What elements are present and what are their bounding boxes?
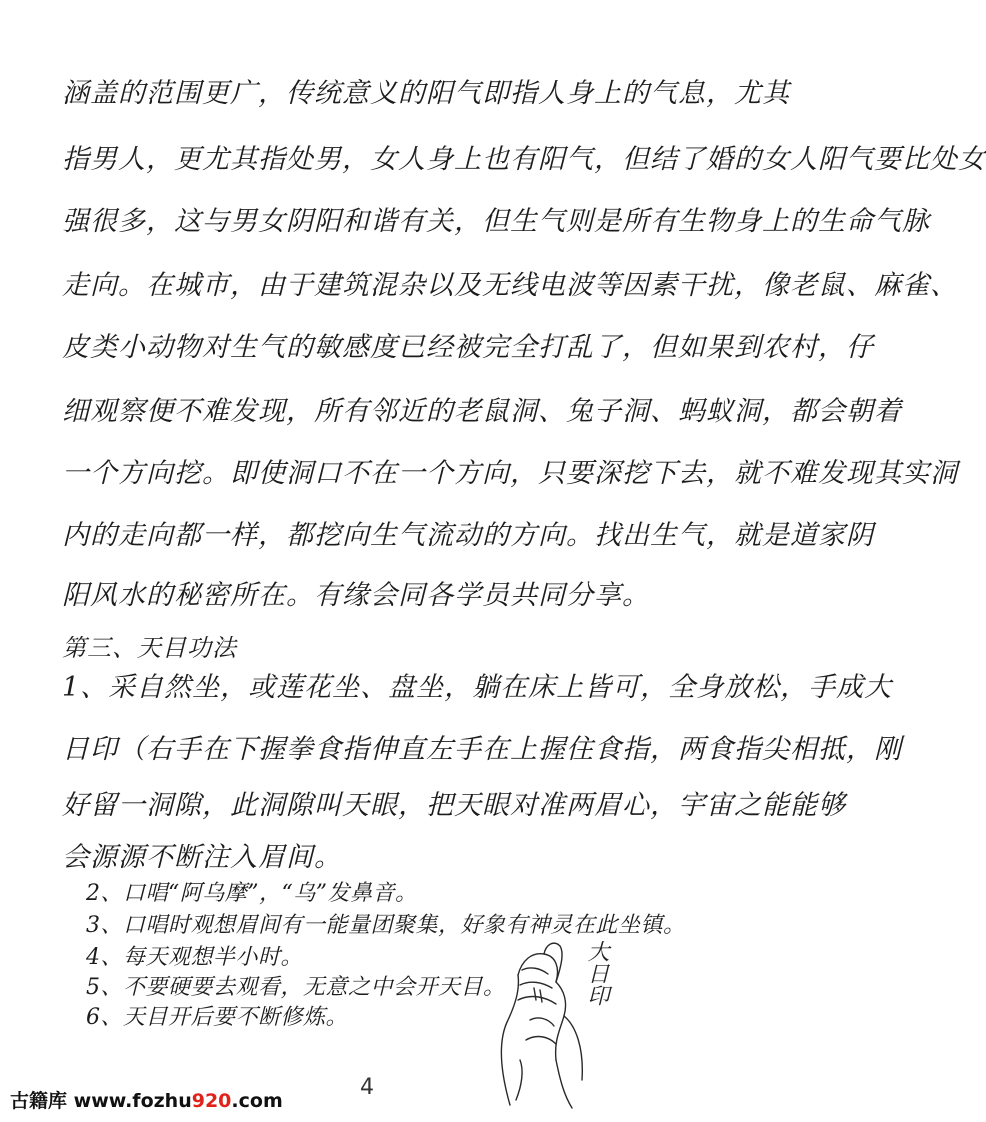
body-line: 皮类小动物对生气的敏感度已经被完全打乱了，但如果到农村，仔 [62,332,874,363]
watermark-name: 古籍库 [10,1090,68,1112]
section-heading: 第三、天目功法 [62,634,237,662]
figure-label: 大日印 [584,940,609,1006]
step-line: 日印（右手在下握拳食指伸直左手在上握住食指，两食指尖相抵，刚 [62,734,902,765]
step-line: 6、天目开后要不断修炼。 [86,1005,348,1030]
step-line: 2、口唱“阿乌摩”，“乌”发鼻音。 [86,881,418,906]
body-line: 强很多，这与男女阴阳和谐有关，但生气则是所有生物身上的生命气脉 [62,206,930,237]
body-line: 走向。在城市，由于建筑混杂以及无线电波等因素干扰，像老鼠、麻雀、 [62,270,958,301]
body-line: 细观察便不难发现，所有邻近的老鼠洞、兔子洞、蚂蚁洞，都会朝着 [62,396,902,427]
body-line: 内的走向都一样，都挖向生气流动的方向。找出生气，就是道家阴 [62,520,874,551]
body-line: 阳风水的秘密所在。有缘会同各学员共同分享。 [62,580,650,611]
body-line: 指男人，更尤其指处男，女人身上也有阳气，但结了婚的女人阳气要比处女 [62,144,986,175]
step-line: 会源源不断注入眉间。 [62,842,342,873]
step-line: 1、采自然坐，或莲花坐、盘坐，躺在床上皆可，全身放松，手成大 [62,672,893,703]
step-line: 好留一洞隙，此洞隙叫天眼，把天眼对准两眉心，宇宙之能能够 [62,790,846,821]
body-line: 一个方向挖。即使洞口不在一个方向，只要深挖下去，就不难发现其实洞 [62,458,958,489]
watermark [10,1086,283,1113]
page-number: 4 [360,1075,374,1100]
body-line: 涵盖的范围更广，传统意义的阳气即指人身上的气息，尤其 [62,78,790,109]
step-line: 5、不要硬要去观看，无意之中会开天目。 [86,975,506,1000]
watermark-url-number: 920 [191,1090,232,1112]
step-line: 4、每天观想半小时。 [86,945,303,970]
watermark-url-prefix: www.fozhu [73,1090,192,1112]
watermark-url-suffix: .com [231,1090,283,1112]
step-line: 3、口唱时观想眉间有一能量团聚集，好象有神灵在此坐镇。 [86,913,686,938]
